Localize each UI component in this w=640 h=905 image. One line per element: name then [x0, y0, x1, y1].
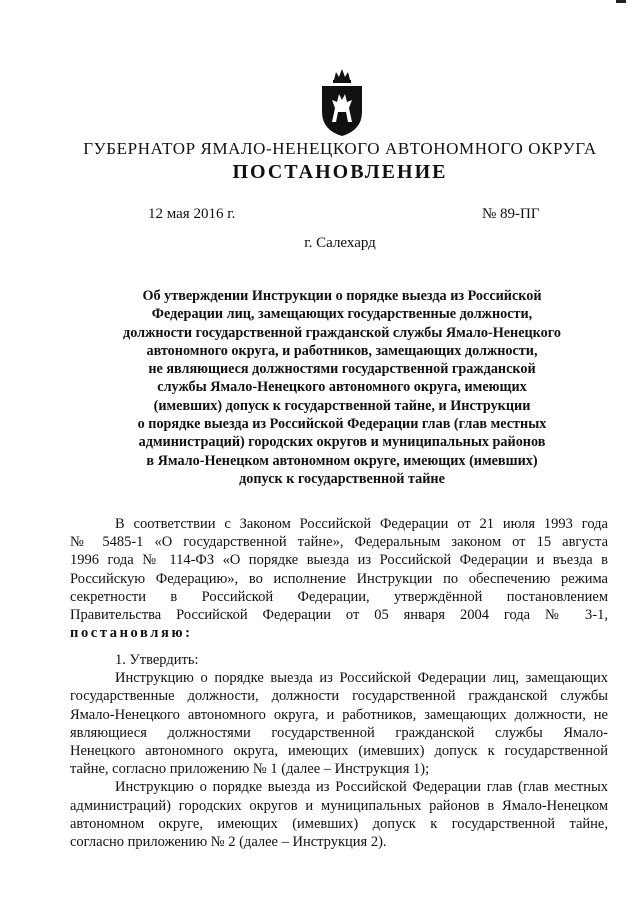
- subject-line: администраций) городских округов и муниципальных районов: [138, 434, 546, 451]
- document-number: № 89-ПГ: [482, 206, 540, 222]
- item-1-label: 1. Утвердить:: [115, 652, 199, 668]
- instruction-1-line: государственные должности, должности государственной гражданской службы: [70, 688, 608, 705]
- preamble-line: В соответствии с Законом Российской Федерации от 21 июля 1993 года: [115, 516, 608, 532]
- instruction-2-line: Инструкцию о порядке выезда из Российской Федерации глав (глав местных: [115, 779, 608, 796]
- instruction-1-line: тайне, согласно приложению № 1 (далее – Инструкция 1);: [70, 761, 430, 778]
- instruction-1-line: являющиеся должностями государственной гражданской службы Ямало-: [70, 724, 608, 741]
- instruction-1-line: Ненецкого автономного округа, имеющих (имевших) допуск к государственной: [70, 743, 608, 760]
- instruction-2-line: согласно приложению № 2 (далее – Инструкция 2).: [70, 834, 387, 851]
- preamble-paragraph: [70, 515, 608, 642]
- subject-line: должности государственной гражданской службы Ямало-Ненецкого: [123, 324, 561, 341]
- subject-line: допуск к государственной тайне: [239, 470, 445, 487]
- instruction-2-line: администраций) городских округов и муниципальных районов в Ямало-Ненецком: [70, 797, 608, 814]
- scan-mark: [616, 0, 626, 3]
- preamble-line: Российскую Федерацию», во исполнение Инструкции по обеспечению режима: [70, 570, 608, 587]
- document-type-title: ПОСТАНОВЛЕНИЕ: [232, 161, 448, 183]
- subject-line: (имевших) допуск к государственной тайне, и Инструкции: [153, 397, 531, 414]
- document-date: 12 мая 2016 г.: [148, 206, 236, 222]
- instruction-2-line: автономном округе, имеющих (имевших) допуск к государственной тайне,: [70, 815, 608, 832]
- document-city: г. Салехард: [304, 235, 376, 251]
- preamble-line: 1996 года № 114-ФЗ «О порядке выезда из Российской Федерации и въезда в: [70, 552, 608, 569]
- subject-line: службы Ямало-Ненецкого автономного округа, имеющих: [157, 379, 527, 396]
- preamble-line: Правительства Российской Федерации от 05 января 2004 года № 3-1,: [70, 607, 608, 624]
- subject-line: автономного округа, и работников, замещающих должности,: [146, 342, 538, 359]
- subject-line: о порядке выезда из Российской Федерации глав (глав местных: [137, 416, 547, 433]
- preamble-line: секретности в Российской Федерации, утверждённой постановлением: [70, 588, 608, 605]
- document-subject: [112, 287, 572, 488]
- resolve-word: постановляю:: [70, 625, 193, 642]
- subject-line: Федерации лиц, замещающих государственные должности,: [151, 306, 533, 323]
- resolution-section: [70, 651, 608, 851]
- subject-line: не являющиеся должностями государственной гражданской: [148, 361, 536, 378]
- subject-line: в Ямало-Ненецком автономном округе, имеющих (имевших): [146, 452, 538, 469]
- coat-of-arms-icon: [318, 66, 366, 138]
- instruction-1-line: Инструкцию о порядке выезда из Российской Федерации лиц, замещающих: [115, 670, 608, 687]
- instruction-1-line: Ямало-Ненецкого автономного округа, и работников, замещающих должности, не: [70, 706, 608, 723]
- preamble-line: № 5485-1 «О государственной тайне», Федеральным законом от 15 августа: [70, 534, 608, 551]
- subject-line: Об утверждении Инструкции о порядке выезда из Российской: [142, 288, 542, 304]
- issuing-authority: ГУБЕРНАТОР ЯМАЛО-НЕНЕЦКОГО АВТОНОМНОГО ОКРУГА: [83, 139, 597, 158]
